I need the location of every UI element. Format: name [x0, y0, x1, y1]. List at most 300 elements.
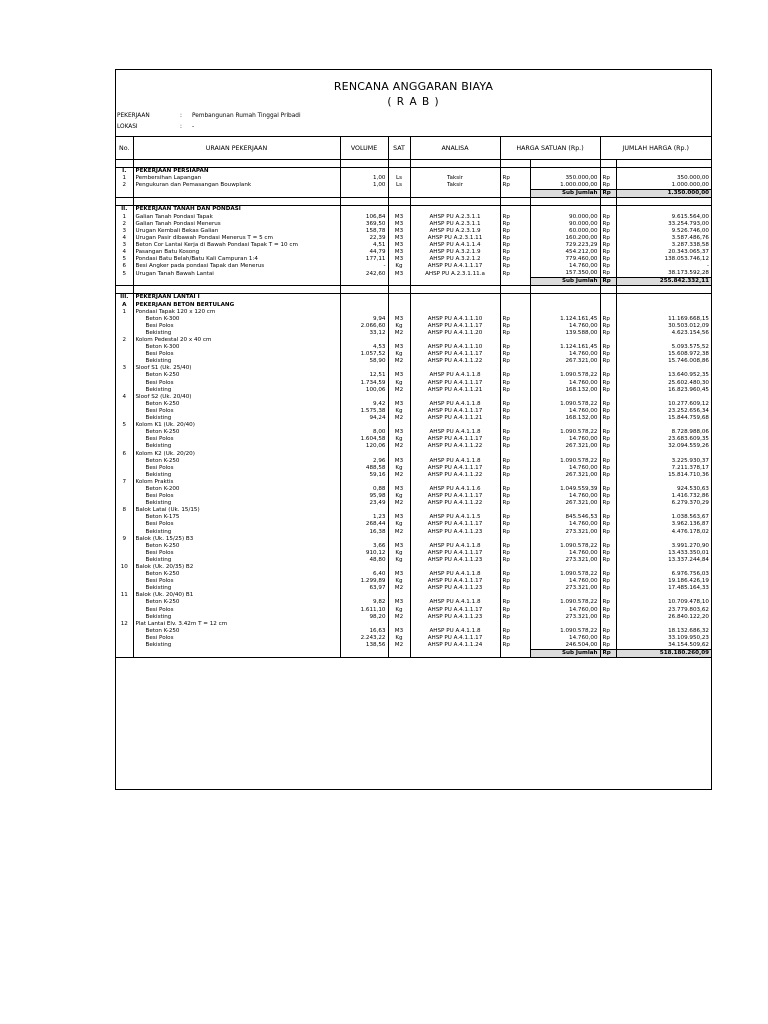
currency-label: Rp [500, 270, 530, 278]
empty-cell [500, 206, 530, 214]
row-number: 3 [122, 227, 127, 234]
item-volume: 1.575,38 [340, 408, 388, 415]
currency-label: Rp [500, 429, 530, 436]
currency-label: Rp [600, 387, 616, 394]
item-unit-price: 14.760,00 [530, 550, 600, 557]
empty-cell [530, 294, 600, 302]
empty-cell [616, 450, 711, 457]
empty-cell [388, 621, 410, 628]
currency-label: Rp [600, 628, 616, 635]
item-heading-row [116, 507, 711, 514]
table-row [116, 182, 711, 190]
currency-label: Rp [600, 249, 616, 256]
item-heading: Sloof S2 (Uk. 20/40) [133, 394, 340, 401]
empty-cell [500, 422, 530, 429]
item-analisa: Taksir [410, 175, 500, 182]
currency-label: Rp [500, 387, 530, 394]
currency-label: Rp [600, 235, 616, 242]
item-analisa: AHSP PU A.4.1.1.8 [410, 401, 500, 408]
item-unit: M3 [388, 316, 410, 323]
currency-label: Rp [600, 650, 616, 658]
item-unit: Kg [388, 493, 410, 500]
row-number [116, 514, 133, 521]
table-row [116, 500, 711, 507]
row-number [116, 585, 133, 592]
empty-cell [388, 592, 410, 599]
table-row [116, 408, 711, 415]
currency-label: Rp [500, 242, 530, 249]
table-row [116, 358, 711, 365]
item-unit: Kg [388, 465, 410, 472]
empty-cell [530, 536, 600, 543]
item-volume: 4,51 [340, 242, 388, 249]
table-row [116, 213, 711, 220]
item-unit-price: 1.090.578,22 [530, 543, 600, 550]
table-row [116, 380, 711, 387]
empty-cell [340, 621, 388, 628]
item-description: Galian Tanah Pondasi Tapak [133, 213, 340, 220]
item-unit-price: 454.212,00 [530, 249, 600, 256]
table-row [116, 557, 711, 564]
empty-cell [500, 450, 530, 457]
row-number [116, 550, 133, 557]
item-unit-price: 267.321,00 [530, 443, 600, 450]
item-heading: Kolom Pedestal 20 x 40 cm [133, 337, 340, 344]
currency-label: Rp [500, 351, 530, 358]
spacer-row [116, 160, 711, 168]
item-description: Bekisting [133, 415, 340, 422]
currency-label: Rp [500, 401, 530, 408]
item-unit-price: 845.546,53 [530, 514, 600, 521]
item-analisa: AHSP PU A.4.1.1.24 [410, 642, 500, 650]
item-total-price: 9.615.564,00 [616, 213, 711, 220]
row-number: 2 [122, 337, 127, 344]
item-heading: Kolom K1 (Uk. 20/40) [133, 422, 340, 429]
empty-cell [340, 309, 388, 316]
item-unit-price: 267.321,00 [530, 500, 600, 507]
item-unit-price: 14.760,00 [530, 493, 600, 500]
empty-cell [410, 507, 500, 514]
item-description: Besi Polos [133, 380, 340, 387]
table-row [116, 249, 711, 256]
currency-label: Rp [500, 213, 530, 220]
item-unit: Ls [388, 175, 410, 182]
document-subtitle: ( R A B ) [387, 96, 440, 108]
item-analisa: AHSP PU A.4.1.1.17 [410, 380, 500, 387]
table-row [116, 242, 711, 249]
currency-label: Rp [600, 213, 616, 220]
empty-cell [616, 536, 711, 543]
empty-cell [340, 198, 388, 206]
item-volume: 63,97 [340, 585, 388, 592]
currency-label: Rp [500, 571, 530, 578]
empty-cell [410, 190, 500, 198]
currency-label: Rp [600, 330, 616, 337]
currency-label: Rp [600, 429, 616, 436]
currency-label: Rp [500, 578, 530, 585]
item-unit-price: 246.504,00 [530, 642, 600, 650]
empty-cell [500, 394, 530, 401]
item-total-price: 17.485.164,33 [616, 585, 711, 592]
subtotal-row [116, 650, 711, 658]
table-row [116, 529, 711, 536]
item-total-price: 25.602.480,30 [616, 380, 711, 387]
item-volume: 48,80 [340, 557, 388, 564]
empty-cell [500, 650, 530, 658]
row-number [116, 543, 133, 550]
row-number: 1 [122, 175, 127, 182]
section-title: PEKERJAAN PERSIAPAN [133, 168, 340, 176]
empty-cell [616, 337, 711, 344]
currency-label: Rp [500, 182, 530, 190]
row-number [116, 316, 133, 323]
empty-cell [116, 198, 133, 206]
row-number: 2 [122, 220, 127, 227]
item-volume: 12,51 [340, 372, 388, 379]
row-number: 2 [122, 182, 127, 189]
currency-label: Rp [600, 550, 616, 557]
currency-label: Rp [600, 557, 616, 564]
empty-cell [530, 592, 600, 599]
spacer-row [116, 198, 711, 206]
item-unit: M3 [388, 270, 410, 278]
item-description: Bekisting [133, 330, 340, 337]
pekerjaan-label: PEKERJAAN [117, 113, 150, 119]
table-row [116, 614, 711, 621]
item-analisa: AHSP PU A.4.1.1.21 [410, 415, 500, 422]
empty-cell [616, 621, 711, 628]
item-description: Besi Polos [133, 465, 340, 472]
row-number [116, 607, 133, 614]
item-unit-price: 168.132,00 [530, 387, 600, 394]
empty-cell [388, 337, 410, 344]
item-total-price: 11.169.668,15 [616, 316, 711, 323]
row-number [116, 614, 133, 621]
empty-cell [388, 536, 410, 543]
currency-label: Rp [500, 175, 530, 182]
item-description: Beton K-250 [133, 372, 340, 379]
item-unit: M3 [388, 514, 410, 521]
empty-cell [600, 337, 616, 344]
table-row [116, 642, 711, 650]
currency-label: Rp [500, 372, 530, 379]
row-number: 10 [120, 564, 128, 571]
item-total-price: 33.254.793,00 [616, 221, 711, 228]
item-total-price: 18.132.686,32 [616, 628, 711, 635]
col-header-sat: SAT [388, 137, 410, 160]
empty-cell [530, 422, 600, 429]
item-unit-price: 90.000,00 [530, 221, 600, 228]
empty-cell [600, 394, 616, 401]
empty-cell [133, 160, 340, 168]
item-unit-price: 1.124.161,45 [530, 344, 600, 351]
empty-cell [410, 650, 500, 658]
item-unit-price: 1.090.578,22 [530, 429, 600, 436]
item-volume: 22,39 [340, 235, 388, 242]
empty-cell [340, 394, 388, 401]
currency-label: Rp [500, 521, 530, 528]
item-description: Beton K-175 [133, 514, 340, 521]
col-header-volume: VOLUME [340, 137, 388, 160]
currency-label: Rp [500, 493, 530, 500]
empty-cell [530, 168, 600, 176]
item-analisa: AHSP PU A.4.1.1.8 [410, 543, 500, 550]
row-number [116, 571, 133, 578]
item-total-price: 138.053.746,12 [616, 256, 711, 263]
item-heading-row [116, 337, 711, 344]
table-row [116, 585, 711, 592]
row-number: 7 [122, 478, 127, 485]
empty-cell [600, 302, 616, 309]
item-description: Pasangan Batu Kosong [133, 249, 340, 256]
empty-cell [500, 168, 530, 176]
item-unit-price: 1.090.578,22 [530, 628, 600, 635]
item-heading: Balok (Uk. 20/35) B2 [133, 564, 340, 571]
item-total-price: 924.530,63 [616, 486, 711, 493]
empty-cell [410, 286, 500, 294]
empty-cell [410, 564, 500, 571]
item-description: Besi Polos [133, 408, 340, 415]
currency-label: Rp [500, 263, 530, 270]
empty-cell [530, 365, 600, 372]
item-total-price: 15.814.710,36 [616, 472, 711, 479]
item-heading-row [116, 536, 711, 543]
currency-label: Rp [600, 323, 616, 330]
rab-sheet [115, 69, 712, 790]
currency-label: Rp [600, 408, 616, 415]
item-description: Besi Polos [133, 436, 340, 443]
item-unit: M3 [388, 213, 410, 220]
item-analisa: AHSP PU A.4.1.1.8 [410, 571, 500, 578]
item-unit: Kg [388, 436, 410, 443]
item-heading-row [116, 564, 711, 571]
item-heading: Balok (Uk. 20/40) B1 [133, 592, 340, 599]
item-total-price: 3.991.270,90 [616, 543, 711, 550]
row-number [116, 380, 133, 387]
row-number [116, 521, 133, 528]
item-analisa: AHSP PU A.4.1.1.8 [410, 372, 500, 379]
item-total-price: 15.746.008,86 [616, 358, 711, 365]
empty-cell [340, 278, 388, 286]
item-unit: M2 [388, 472, 410, 479]
empty-cell [340, 536, 388, 543]
empty-cell [500, 479, 530, 486]
item-volume: 98,20 [340, 614, 388, 621]
item-unit-price: 1.124.161,45 [530, 316, 600, 323]
item-unit-price: 1.090.578,22 [530, 458, 600, 465]
empty-cell [410, 592, 500, 599]
item-description: Bekisting [133, 472, 340, 479]
item-unit-price: 1.090.578,22 [530, 599, 600, 606]
item-volume: 44,79 [340, 249, 388, 256]
item-heading-row [116, 365, 711, 372]
item-analisa: AHSP PU A.4.1.1.17 [410, 578, 500, 585]
empty-cell [388, 286, 410, 294]
table-row [116, 607, 711, 614]
item-description: Urugan Kembali Bekas Galian [133, 228, 340, 235]
item-description: Beton K-250 [133, 599, 340, 606]
row-number: 3 [122, 365, 127, 372]
empty-cell [616, 394, 711, 401]
item-description: Beton K-200 [133, 486, 340, 493]
empty-cell [600, 294, 616, 302]
item-analisa: AHSP PU A.4.1.1.8 [410, 458, 500, 465]
currency-label: Rp [600, 443, 616, 450]
currency-label: Rp [500, 500, 530, 507]
item-analisa: AHSP PU A.4.1.1.5 [410, 514, 500, 521]
empty-cell [133, 278, 340, 286]
item-description: Beton K-250 [133, 458, 340, 465]
item-volume: 1.057,52 [340, 351, 388, 358]
currency-label: Rp [500, 642, 530, 650]
currency-label: Rp [500, 316, 530, 323]
item-total-price: 23.683.609,35 [616, 436, 711, 443]
item-unit-price: 273.321,00 [530, 585, 600, 592]
item-description: Beton K-250 [133, 543, 340, 550]
currency-label: Rp [600, 614, 616, 621]
lokasi-colon: : [180, 124, 182, 130]
item-unit-price: 14.760,00 [530, 607, 600, 614]
empty-cell [388, 168, 410, 176]
item-total-price: 350.000,00 [616, 175, 711, 182]
item-total-price: 34.154.509,62 [616, 642, 711, 650]
empty-cell [600, 450, 616, 457]
row-number: 12 [120, 620, 128, 627]
table-row [116, 436, 711, 443]
item-unit-price: 267.321,00 [530, 472, 600, 479]
item-analisa: AHSP PU A.4.1.1.23 [410, 557, 500, 564]
row-number [116, 458, 133, 465]
currency-label: Rp [500, 323, 530, 330]
item-analisa: AHSP PU A.4.1.1.17 [410, 465, 500, 472]
currency-label: Rp [500, 607, 530, 614]
row-number: 5 [122, 422, 127, 429]
table-row [116, 372, 711, 379]
row-number [116, 358, 133, 365]
section-title: PEKERJAAN BETON BERTULANG [133, 302, 340, 309]
item-analisa: AHSP PU A.4.1.1.22 [410, 358, 500, 365]
currency-label: Rp [500, 344, 530, 351]
item-unit: M3 [388, 486, 410, 493]
subtotal-label: Sub Jumlah [530, 650, 600, 658]
empty-cell [600, 536, 616, 543]
table-row [116, 387, 711, 394]
item-total-price: 10.709.478,10 [616, 599, 711, 606]
empty-cell [388, 365, 410, 372]
empty-cell [530, 507, 600, 514]
empty-cell [388, 450, 410, 457]
empty-cell [616, 160, 711, 168]
item-unit-price: 350.000,00 [530, 175, 600, 182]
item-analisa: AHSP PU A.4.1.1.17 [410, 351, 500, 358]
subtotal-row [116, 190, 711, 198]
item-unit: M2 [388, 614, 410, 621]
item-unit-price: 139.588,00 [530, 330, 600, 337]
empty-cell [600, 479, 616, 486]
item-description: Besi Polos [133, 323, 340, 330]
empty-cell [340, 206, 388, 214]
item-analisa: AHSP PU A.3.2.1.9 [410, 249, 500, 256]
item-volume: 9,94 [340, 316, 388, 323]
currency-label: Rp [500, 436, 530, 443]
empty-cell [410, 294, 500, 302]
item-unit: Kg [388, 323, 410, 330]
item-unit-price: 14.760,00 [530, 351, 600, 358]
row-number: 9 [122, 535, 127, 542]
col-header-no: No. [116, 137, 133, 160]
empty-cell [600, 422, 616, 429]
item-total-price: 6.279.370,29 [616, 500, 711, 507]
subtotal-label: Sub Jumlah [530, 190, 600, 198]
currency-label: Rp [500, 599, 530, 606]
empty-cell [530, 309, 600, 316]
empty-cell [340, 650, 388, 658]
table-row [116, 628, 711, 635]
table-row [116, 458, 711, 465]
item-heading: Kolom Praktis [133, 479, 340, 486]
item-description: Beton K-250 [133, 571, 340, 578]
currency-label: Rp [600, 182, 616, 190]
empty-cell [410, 337, 500, 344]
empty-cell [530, 198, 600, 206]
item-unit: Kg [388, 550, 410, 557]
col-header-analisa: ANALISA [410, 137, 500, 160]
currency-label: Rp [500, 635, 530, 642]
item-volume: 6,40 [340, 571, 388, 578]
item-volume: 1,23 [340, 514, 388, 521]
item-description: Bekisting [133, 642, 340, 650]
currency-label: Rp [600, 351, 616, 358]
empty-cell [500, 621, 530, 628]
item-analisa: Taksir [410, 182, 500, 190]
item-unit-price: 14.760,00 [530, 408, 600, 415]
row-number [116, 578, 133, 585]
subtotal-value: 518.180.260,09 [616, 650, 711, 658]
item-total-price: 13.433.350,01 [616, 550, 711, 557]
item-unit: M2 [388, 415, 410, 422]
item-analisa: AHSP PU A.2.3.1.1 [410, 221, 500, 228]
currency-label: Rp [600, 278, 616, 286]
empty-cell [616, 198, 711, 206]
item-unit: M2 [388, 642, 410, 650]
col-header-jumlah-harga: JUMLAH HARGA (Rp.) [600, 137, 711, 160]
currency-label: Rp [500, 358, 530, 365]
item-volume: 58,90 [340, 358, 388, 365]
row-number: III. [116, 294, 133, 302]
item-volume: - [340, 263, 388, 270]
empty-cell [388, 507, 410, 514]
section-row [116, 168, 711, 176]
item-unit-price: 1.000.000,00 [530, 182, 600, 190]
item-unit: M3 [388, 571, 410, 578]
item-unit-price: 14.760,00 [530, 263, 600, 270]
item-description: Bekisting [133, 529, 340, 536]
item-unit: M2 [388, 387, 410, 394]
row-number: 1 [122, 308, 127, 315]
currency-label: Rp [500, 228, 530, 235]
empty-cell [616, 507, 711, 514]
table-row [116, 235, 711, 242]
empty-cell [616, 294, 711, 302]
currency-label: Rp [600, 270, 616, 278]
item-description: Pembersihan Lapangan [133, 175, 340, 182]
currency-label: Rp [600, 642, 616, 650]
row-number [116, 415, 133, 422]
item-analisa: AHSP PU A.4.1.1.8 [410, 599, 500, 606]
item-unit-price: 729.223,29 [530, 242, 600, 249]
item-volume: 910,12 [340, 550, 388, 557]
currency-label: Rp [500, 235, 530, 242]
